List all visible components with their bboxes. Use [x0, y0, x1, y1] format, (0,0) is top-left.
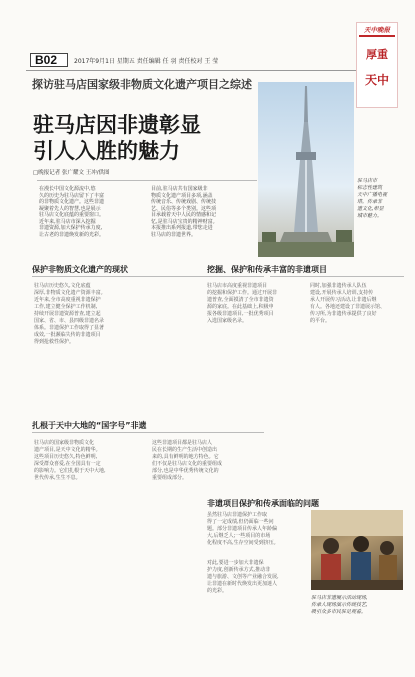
headline-line-1: 驻马店因非遗彰显: [33, 113, 201, 137]
page-header: [0, 0, 415, 84]
headline-line-2: 引人入胜的魅力: [33, 139, 180, 163]
photo-caption: 驻马店市 标志性建筑 天中广播电视 塔。传承非 遗文化,彰显 城市魅力。: [357, 178, 388, 219]
tv-tower-illustration: [258, 82, 354, 257]
heritage-photo-caption: 驻马店非遗展示活动现场, 传承人现场演示传统技艺, 吸引众多市民驻足观看。: [311, 595, 368, 615]
heritage-event-photo: [311, 510, 403, 590]
intro-column-2: 目前,驻马店共有国家级非 物质文化遗产项目多项,涵盖 传统音乐、传统戏剧、传统技 艺、民俗等多个类别。这些项 目承载着天中人民的情感和记 忆,是驻马店宝贵的精神财富。 本报推出系列报道,带您走进 驻马店的非遗世界。: [151, 186, 218, 238]
column-masthead: [356, 22, 398, 108]
section-heading-protection: 挖掘、保护和传承丰富的非遗项目: [207, 265, 327, 274]
masthead-bar: [359, 35, 395, 37]
heritage-event-illustration: [311, 510, 403, 590]
section-problems-column-2: 对此,要进一步加大非遗保 护力度,创新传承方式,推动非 遗与旅游、文创等产业融合发展, 让非遗在新时代焕发出更加迷人 的光彩。: [207, 560, 279, 594]
section-national-column-2: 这些非遗项目都是驻马店人 民在长期的生产生活中创造出 来的,具有鲜明的地方特色。它 们不仅是驻马店文化的重要组成 部分,也是中华优秀传统文化的 重要组成部分。: [152, 440, 223, 481]
section-national-column-1: 驻马店的国家级非物质文化 遗产项目,是天中文化的精华。 这些项目历史悠久,特色鲜明, 深受群众喜爱,在全国具有一定 的影响力。它们扎根于天中大地, 世代传承,生生不息。: [34, 440, 106, 481]
header-divider: [26, 70, 357, 71]
page-number: B02: [35, 53, 58, 67]
header-meta: 2017年9月1日 星期五 责任编辑 任 羽 责任校对 王 莹: [74, 58, 219, 65]
article-byline: □晚报记者 张广耀文 王冲/供图: [33, 170, 110, 176]
section-divider: [32, 432, 264, 433]
intro-column-1: 在漫长中国文化源流中,悠 久的历史为驻马店留下了丰富 的非物质文化遗产。这些非遗 凝聚着先人的智慧,也是展示 驻马店文化底蕴的重要窗口。 近年来,驻马店市深入挖掘 非遗资源,加大保护传承力度, 让古老的非遗焕发新的光彩。: [39, 186, 105, 238]
tv-tower-photo: [258, 82, 354, 257]
newspaper-logo: 天中晚报: [364, 26, 390, 34]
column-name-line2: 天中: [364, 73, 389, 87]
article-intro: [37, 180, 257, 242]
article-headline: [33, 112, 201, 164]
section-status-column-1: 驻马店历史悠久,文化底蕴 深厚,非物质文化遗产资源丰富。 近年来,全市高度重视非遗保护 工作,建立健全保护工作机制, 持续开展非遗资源普查,建立起 国家、省、市、县四级非遗名录 体系。非遗保护工作取得了显著 成效,一批濒临失传的非遗项目 得到抢救性保护。: [34, 283, 106, 345]
section-problems-column-1: 虽然驻马店非遗保护工作取 得了一定成绩,但仍面临一些问 题。部分非遗项目传承人年龄偏 大,后继乏人;一些项目的市场 化程度不高,生存空间受到挤压。: [207, 512, 279, 546]
section-protection-column-1: 驻马店市高度重视非遗项目 的挖掘和保护工作。通过开展非 遗普查,全面摸清了全市非遗资 源的家底。在此基础上,积极申 报各级非遗项目,一批优秀项目 入选国家级名录。: [207, 283, 278, 324]
section-heading-status: 保护非物质文化遗产的现状: [32, 265, 128, 274]
section-divider: [270, 276, 404, 277]
section-protection-column-2: 同时,加强非遗传承人队伍 建设,开展传承人培训,支持传 承人开展传习活动,让非遗后继 有人。各地还建设了非遗展示馆、 传习所,为非遗传承提供了良好 的平台。: [310, 283, 386, 324]
article-kicker: 探访驻马店国家级非物质文化遗产项目之综述: [32, 78, 252, 91]
section-divider: [32, 276, 264, 277]
section-heading-national: 扎根于天中大地的“国字号”非遗: [32, 421, 147, 430]
section-heading-problems: 非遗项目保护和传承面临的问题: [207, 499, 319, 508]
column-name-line1: 厚重: [366, 48, 388, 61]
